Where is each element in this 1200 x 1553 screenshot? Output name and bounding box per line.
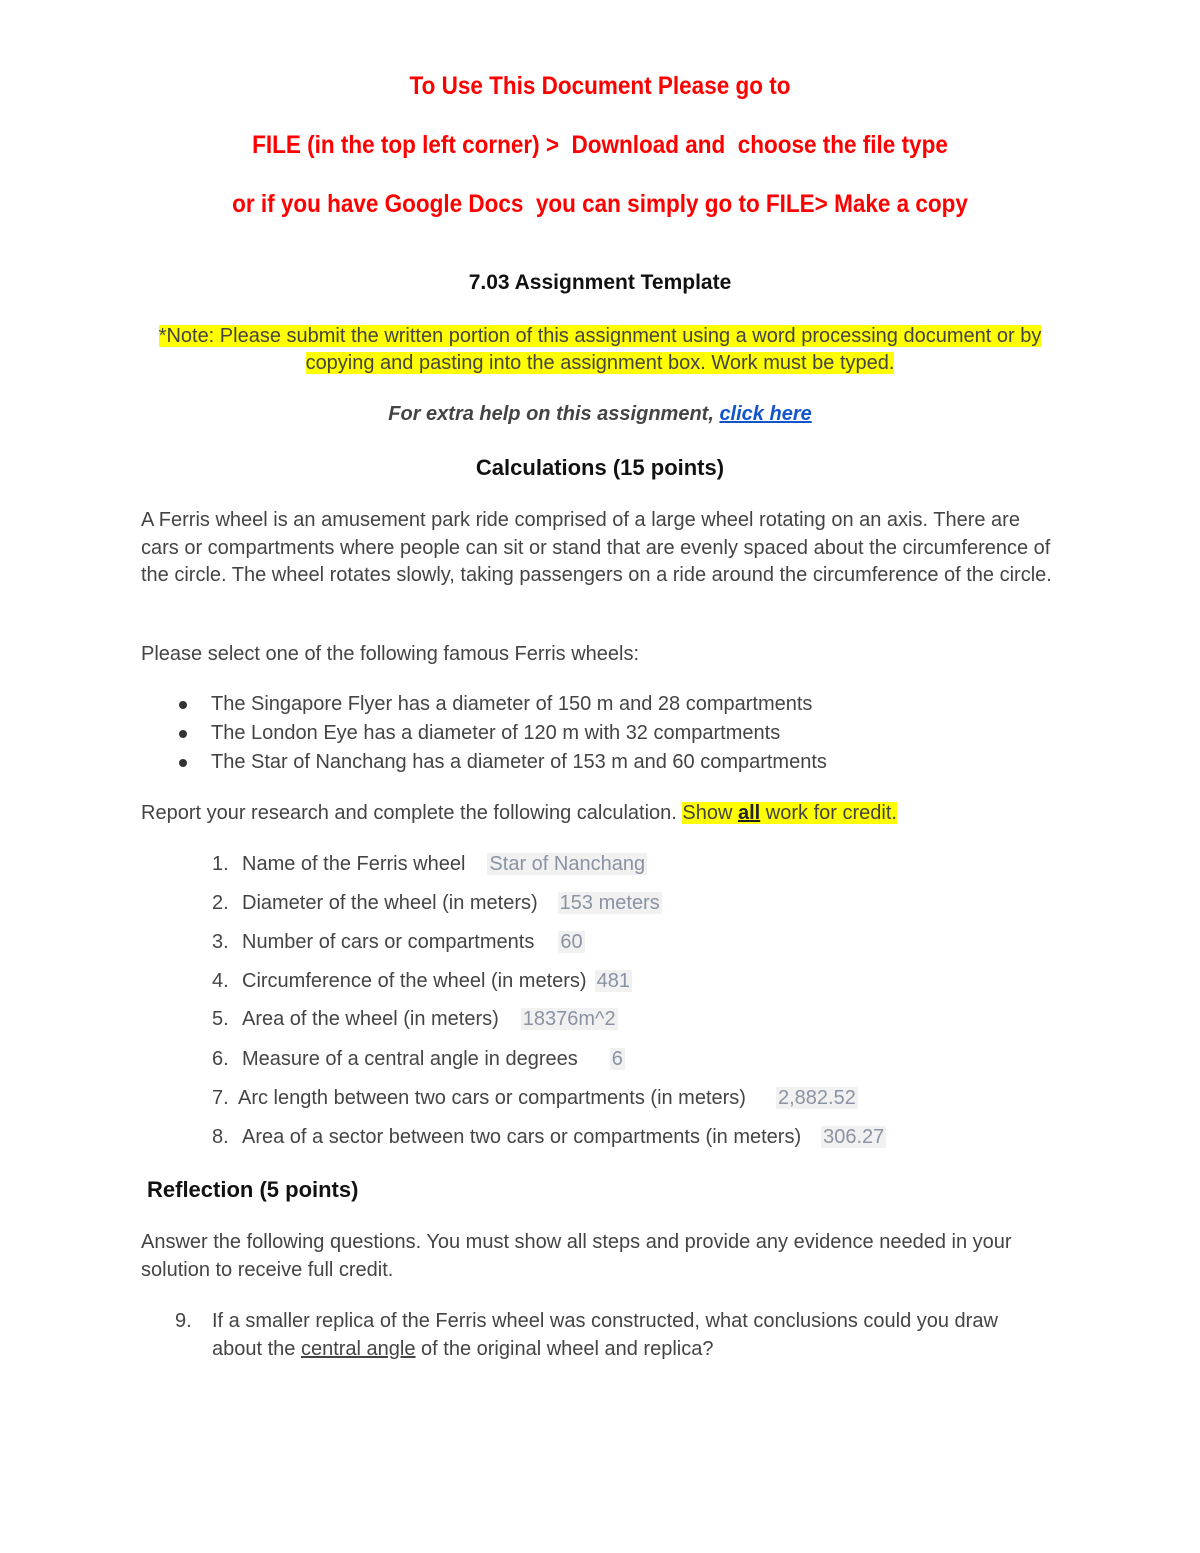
question-9-text: about the	[212, 1338, 301, 1360]
work-for-credit-text: work for credit.	[760, 802, 897, 824]
question-number: 8.	[212, 1126, 229, 1148]
question-number: 4.	[212, 970, 229, 992]
document-title: 7.03 Assignment Template	[468, 271, 732, 294]
select-prompt: Please select one of the following famous Ferris wheels:	[141, 643, 640, 665]
question-4	[212, 967, 632, 995]
click-here-link[interactable]: click here	[719, 403, 812, 425]
bullet-icon	[179, 759, 187, 767]
question-label: Circumference of the wheel (in meters)	[242, 970, 587, 992]
list-item	[141, 748, 1061, 777]
wheel-option-text: The Singapore Flyer has a diameter of 150 m and 28 compartments	[211, 693, 813, 715]
question-7	[212, 1084, 858, 1112]
question-number: 6.	[212, 1048, 229, 1070]
answer-field[interactable]: Star of Nanchang	[489, 853, 646, 875]
answer-field[interactable]: 18376m^2	[522, 1008, 616, 1030]
wheel-option-text: The Star of Nanchang has a diameter of 153 m and 60 compartments	[211, 751, 827, 773]
question-label: Area of the wheel (in meters)	[242, 1008, 499, 1030]
note-line-1	[0, 323, 1200, 350]
report-instruction	[141, 800, 1061, 828]
question-8	[212, 1123, 886, 1151]
question-label: Name of the Ferris wheel	[242, 853, 466, 875]
report-text: Report your research and complete the following calculation.	[141, 802, 683, 824]
question-6	[212, 1045, 625, 1073]
notice-line-1: To Use This Document Please go to	[409, 72, 791, 100]
reflection-intro: Answer the following questions. You must show all steps and provide any evidence needed in your solution to receive full credit.	[141, 1231, 1012, 1281]
answer-field[interactable]: 481	[596, 970, 630, 992]
question-label: Arc length between two cars or compartments (in meters)	[238, 1087, 746, 1109]
note-line-2	[0, 350, 1200, 377]
list-item	[141, 690, 1061, 719]
question-1	[212, 850, 647, 878]
question-9-text-end: of the original wheel and replica?	[415, 1338, 714, 1360]
question-label: Measure of a central angle in degrees	[242, 1048, 578, 1070]
question-label: Area of a sector between two cars or compartments (in meters)	[242, 1126, 802, 1148]
intro-paragraph: A Ferris wheel is an amusement park ride comprised of a large wheel rotating on an axis. There are cars or compartments where people can sit or stand that are evenly spaced about the circumference of the circle. The wheel rotates slowly, taking passengers on a ride around the circumference of the circle.	[141, 509, 1052, 586]
question-number: 9.	[175, 1310, 192, 1332]
question-9-line-1: If a smaller replica of the Ferris wheel was constructed, what conclusions could you draw	[212, 1310, 998, 1332]
show-all-highlight	[682, 802, 897, 824]
wheel-option-text: The London Eye has a diameter of 120 m with 32 compartments	[211, 722, 781, 744]
bullet-icon	[179, 730, 187, 738]
calculations-heading: Calculations (15 points)	[475, 455, 725, 480]
answer-field[interactable]: 6	[611, 1048, 623, 1070]
question-label: Diameter of the wheel (in meters)	[242, 892, 538, 914]
question-5	[212, 1005, 618, 1033]
question-number: 7.	[212, 1087, 229, 1109]
notice-line-2: FILE (in the top left corner) > Download and choose the file type	[252, 131, 948, 159]
note-text-1: *Note: Please submit the written portion of this assignment using a word processing document or by	[158, 325, 1042, 347]
show-text: Show	[682, 802, 738, 824]
answer-field[interactable]: 2,882.52	[777, 1087, 856, 1109]
extra-help-text: For extra help on this assignment,	[388, 403, 720, 425]
question-2	[212, 889, 662, 917]
question-number: 3.	[212, 931, 229, 953]
question-3	[212, 928, 585, 956]
question-number: 2.	[212, 892, 229, 914]
question-9-continued	[212, 1335, 713, 1363]
wheel-list	[141, 690, 1061, 777]
reflection-heading: Reflection (5 points)	[147, 1177, 359, 1202]
answer-field[interactable]: 153 meters	[559, 892, 660, 914]
question-9	[175, 1307, 998, 1335]
extra-help	[0, 403, 1200, 426]
note-text-2: copying and pasting into the assignment box. Work must be typed.	[305, 352, 895, 374]
all-emphasis: all	[738, 802, 761, 824]
bullet-icon	[179, 701, 187, 709]
question-label: Number of cars or compartments	[242, 931, 535, 953]
list-item	[141, 719, 1061, 748]
answer-field[interactable]: 306.27	[823, 1126, 885, 1148]
question-number: 5.	[212, 1008, 229, 1030]
central-angle-term: central angle	[300, 1338, 416, 1360]
notice-line-3: or if you have Google Docs you can simply go to FILE> Make a copy	[232, 190, 968, 218]
answer-field[interactable]: 60	[560, 931, 583, 953]
question-number: 1.	[212, 853, 229, 875]
